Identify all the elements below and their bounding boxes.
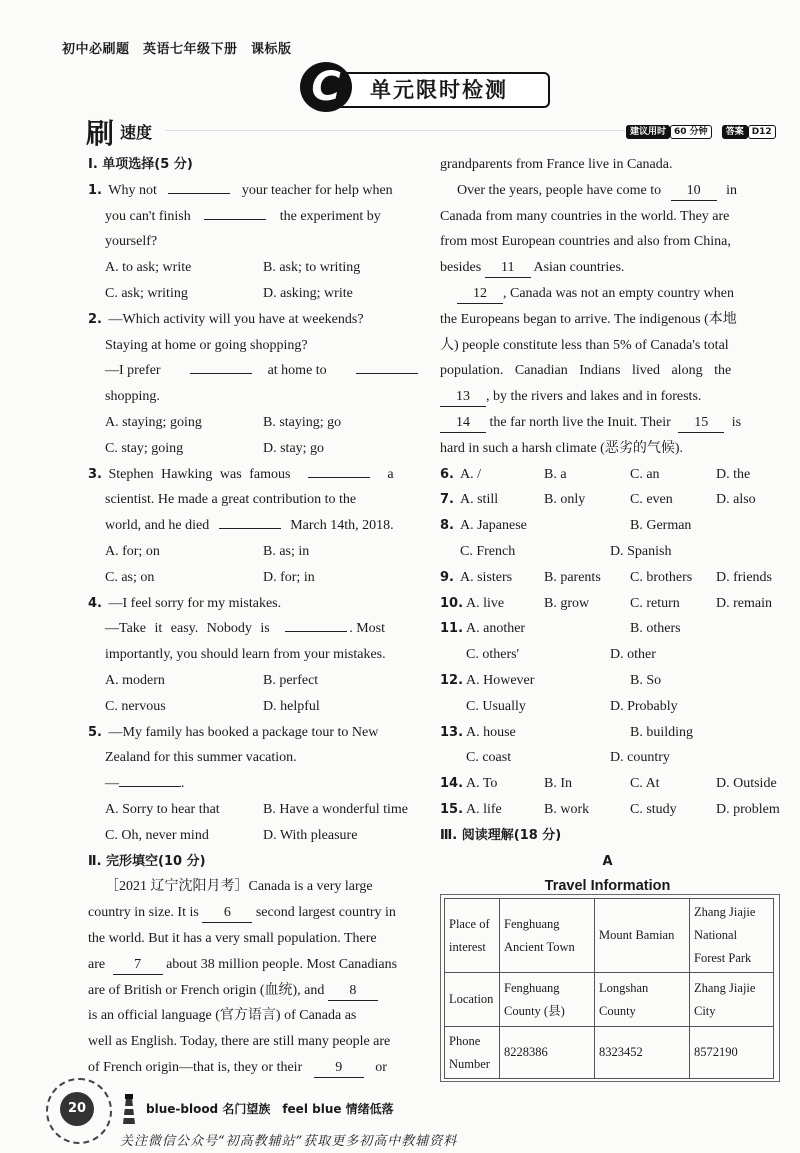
option[interactable]: B. others <box>630 621 681 637</box>
option[interactable]: C. stay; going <box>105 440 184 456</box>
option[interactable]: C. Usually <box>466 698 526 714</box>
option[interactable]: B. a <box>544 466 567 482</box>
choice-row <box>440 771 775 797</box>
answer-label: 答案 <box>722 125 748 139</box>
passage-line: Canada from many countries in the world. They are <box>440 208 730 224</box>
travel-info-table <box>444 898 774 1079</box>
question-2 <box>88 307 422 333</box>
passage-line: grandparents from France live in Canada. <box>440 157 673 172</box>
divider <box>165 130 625 131</box>
passage-line: are 7 about 38 million people. Most Canadians <box>88 952 422 978</box>
table-cell: Phone Number <box>445 1027 500 1079</box>
table-cell: Longshan County <box>595 973 690 1027</box>
choice-row <box>440 642 775 668</box>
answer-blank[interactable] <box>119 772 181 787</box>
option[interactable]: A. for; on <box>105 543 160 559</box>
passage-line: 13 , by the rivers and lakes and in forests. <box>440 384 775 410</box>
book-title: 初中必刷题 英语七年级下册 课标版 <box>62 42 292 57</box>
answer-page: D12 <box>748 125 776 139</box>
page-number: 20 <box>60 1092 94 1126</box>
option[interactable]: A. live <box>466 595 505 611</box>
lighthouse-icon <box>118 1092 140 1126</box>
section-heading: Ⅲ. 阅读理解(18 分) <box>440 827 562 843</box>
left-column <box>88 152 422 1081</box>
question-text: your teacher for help when <box>241 182 393 198</box>
table-row <box>445 1027 774 1079</box>
cloze-blank[interactable]: 9 <box>314 1059 364 1078</box>
option[interactable]: A. house <box>466 724 516 740</box>
question-4 <box>88 591 422 617</box>
question-text: —I prefer at home to <box>88 358 422 384</box>
passage-line: hard in such a harsh climate (恶劣的气候). <box>440 440 683 456</box>
question-number: 1. <box>88 182 102 198</box>
option[interactable]: A. To <box>466 776 498 792</box>
option[interactable]: A. However <box>466 672 535 688</box>
options <box>88 797 422 823</box>
options <box>88 565 422 591</box>
cloze-blank[interactable]: 13 <box>440 388 486 407</box>
passage-line: 人) people constitute less than 5% of Canada's total <box>440 337 729 353</box>
question-number: 10. <box>440 595 464 611</box>
options <box>88 823 422 849</box>
table-cell: Zhang Jiajie National Forest Park <box>690 899 774 973</box>
question-number: 15. <box>440 801 464 817</box>
question-number: 12. <box>440 672 464 688</box>
question-number: 3. <box>88 466 102 482</box>
table-cell: Place of interest <box>445 899 500 973</box>
option[interactable]: B. building <box>630 724 694 740</box>
option[interactable]: C. At <box>630 776 660 792</box>
cloze-blank[interactable]: 12 <box>457 285 503 304</box>
passage-line: country in size. It is 6 second largest country in <box>88 900 422 926</box>
passage-line: besides 11 Asian countries. <box>440 255 775 281</box>
question-text: yourself? <box>105 234 158 250</box>
question-number: 5. <box>88 724 102 740</box>
option[interactable]: A. Sorry to hear that <box>105 801 220 817</box>
cloze-blank[interactable]: 14 <box>440 414 486 433</box>
question-number: 6. <box>440 466 454 482</box>
option[interactable]: B. staying; go <box>263 414 342 430</box>
passage-line: from most European countries and also from China, <box>440 234 731 250</box>
cloze-blank[interactable]: 11 <box>485 259 531 278</box>
option[interactable]: A. modern <box>105 672 165 688</box>
option[interactable]: D. country <box>610 750 670 766</box>
options <box>88 694 422 720</box>
answer-blank[interactable] <box>285 617 347 632</box>
question-3 <box>88 462 422 488</box>
table-row <box>445 973 774 1027</box>
passage-line: of French origin—that is, they or their 9 or <box>88 1055 422 1081</box>
option[interactable]: B. only <box>544 492 586 508</box>
question-text: scientist. He made a great contribution to the <box>105 492 357 508</box>
question-text: —My family has booked a package tour to New <box>108 724 379 740</box>
options <box>88 281 422 307</box>
passage-title: Travel Information <box>544 878 671 895</box>
question-text: a <box>387 466 394 482</box>
right-column <box>440 152 780 900</box>
table-cell: 8228386 <box>500 1027 595 1079</box>
option[interactable]: B. In <box>544 776 572 792</box>
passage-line: population. Canadian Indians lived along the <box>440 363 732 379</box>
footer-vocabulary: blue-blood 名门望族 feel blue 情绪低落 <box>146 1102 394 1116</box>
table-row <box>445 899 774 973</box>
option[interactable]: C. coast <box>466 750 512 766</box>
option[interactable]: A. still <box>460 492 499 508</box>
option[interactable]: D. other <box>610 647 656 663</box>
option[interactable]: D. helpful <box>263 698 320 714</box>
choice-row <box>440 565 775 591</box>
option[interactable]: C. an <box>630 466 660 482</box>
question-text: Why not <box>108 182 157 198</box>
cloze-blank[interactable]: 8 <box>328 982 378 1001</box>
option[interactable]: A. / <box>460 466 481 482</box>
footer-note: 关注微信公众号“初高教辅站”获取更多初高中教辅资料 <box>120 1134 458 1149</box>
question-text: Stephen Hawking was famous <box>108 466 291 482</box>
option[interactable]: B. grow <box>544 595 590 611</box>
cloze-blank[interactable]: 7 <box>113 956 163 975</box>
answer-blank[interactable] <box>308 463 370 478</box>
choice-row <box>440 720 775 746</box>
suggest-time-badge <box>626 121 776 139</box>
option[interactable]: A. another <box>466 621 526 637</box>
option[interactable]: A. life <box>466 801 502 817</box>
passage-line: 14 the far north live the Inuit. Their 15 is <box>440 410 775 436</box>
title-badge-letter: C <box>300 62 352 112</box>
choice-row <box>440 591 775 617</box>
option[interactable]: C. as; on <box>105 569 155 585</box>
option[interactable]: A. staying; going <box>105 414 202 430</box>
option[interactable]: B. parents <box>544 569 601 585</box>
question-text: world, and he died March 14th, 2018. <box>88 513 422 539</box>
answer-blank[interactable] <box>219 514 281 529</box>
table-cell: 8323452 <box>595 1027 690 1079</box>
question-number: 11. <box>440 621 464 637</box>
question-text: Staying at home or going shopping? <box>105 337 308 353</box>
passage-line: ［2021 辽宁沈阳月考］Canada is a very large <box>105 879 373 895</box>
choice-row <box>440 513 775 539</box>
choice-row <box>440 694 775 720</box>
option[interactable]: C. others' <box>466 647 520 663</box>
table-cell: 8572190 <box>690 1027 774 1079</box>
question-text: shopping. <box>105 389 160 405</box>
answer-blank[interactable] <box>168 179 230 194</box>
passage-line: are of British or French origin (血统), and 8 <box>88 978 422 1004</box>
option[interactable]: C. study <box>630 801 677 817</box>
option[interactable]: B. ask; to writing <box>263 260 361 276</box>
table-cell: Zhang Jiajie City <box>690 973 774 1027</box>
option[interactable]: D. stay; go <box>263 440 325 456</box>
choice-row <box>440 668 775 694</box>
option[interactable]: D. for; in <box>263 569 315 585</box>
passage-line: 12 , Canada was not an empty country when <box>440 281 775 307</box>
option[interactable]: A. sisters <box>460 569 513 585</box>
table-cell: Fenghuang County (县) <box>500 973 595 1027</box>
question-text: you can't finish the experiment by <box>88 204 422 230</box>
passage-line: Over the years, people have come to 10 in <box>440 178 775 204</box>
question-number: 2. <box>88 311 102 327</box>
question-text: — . <box>88 771 422 797</box>
option[interactable]: D. With pleasure <box>263 827 358 843</box>
option[interactable]: B. perfect <box>263 672 319 688</box>
question-number: 14. <box>440 776 464 792</box>
option[interactable]: D. also <box>716 492 756 508</box>
option[interactable]: D. friends <box>716 569 772 585</box>
answer-blank[interactable] <box>356 359 418 374</box>
passage-line: is an official language (官方语言) of Canada as <box>88 1008 357 1024</box>
table-cell: Mount Bamian <box>595 899 690 973</box>
option[interactable]: D. Probably <box>610 698 678 714</box>
answer-blank[interactable] <box>204 205 266 220</box>
passage-line: the Europeans began to arrive. The indigenous (本地 <box>440 311 737 327</box>
answer-blank[interactable] <box>190 359 252 374</box>
option[interactable]: C. even <box>630 492 673 508</box>
option[interactable]: A. to ask; write <box>105 260 192 276</box>
section-heading: Ⅰ. 单项选择(5 分) <box>88 157 193 172</box>
option[interactable]: B. So <box>630 672 662 688</box>
cloze-blank[interactable]: 15 <box>678 414 724 433</box>
option[interactable]: B. as; in <box>263 543 310 559</box>
options <box>88 668 422 694</box>
option[interactable]: B. work <box>544 801 590 817</box>
question-number: 13. <box>440 724 464 740</box>
option[interactable]: C. ask; writing <box>105 285 188 301</box>
option[interactable]: C. brothers <box>630 569 693 585</box>
option[interactable]: C. return <box>630 595 680 611</box>
option[interactable]: D. the <box>716 466 751 482</box>
question-text: Zealand for this summer vacation. <box>105 750 297 766</box>
suggest-time-label: 建议用时 <box>626 125 670 139</box>
question-text: —Which activity will you have at weekends? <box>108 311 364 327</box>
choice-row <box>440 487 775 513</box>
table-cell: Fenghuang Ancient Town <box>500 899 595 973</box>
page-title: 单元限时检测 <box>370 78 508 102</box>
option[interactable]: C. Oh, never mind <box>105 827 209 843</box>
suggest-time-value: 60 分钟 <box>670 125 712 139</box>
question-1 <box>88 178 422 204</box>
options <box>88 539 422 565</box>
question-number: 4. <box>88 595 102 611</box>
option[interactable]: B. German <box>630 518 692 534</box>
cloze-blank[interactable]: 10 <box>671 182 717 201</box>
question-text: —I feel sorry for my mistakes. <box>108 595 282 611</box>
passage-line: the world. But it has a very small population. There <box>88 930 377 946</box>
question-number: 7. <box>440 492 454 508</box>
option[interactable]: A. Japanese <box>460 518 527 534</box>
passage-letter: A <box>602 853 613 869</box>
option[interactable]: D. remain <box>716 595 772 611</box>
choice-row <box>440 797 780 823</box>
option[interactable]: D. Outside <box>716 776 777 792</box>
speed-icon-char: 刷 <box>86 117 115 150</box>
options <box>88 255 422 281</box>
passage-line: well as English. Today, there are still many people are <box>88 1034 391 1050</box>
option[interactable]: D. problem <box>716 801 780 817</box>
choice-row <box>440 616 775 642</box>
choice-row <box>440 539 775 565</box>
option[interactable]: C. nervous <box>105 698 166 714</box>
choice-row <box>440 462 775 488</box>
option[interactable]: D. asking; write <box>263 285 353 301</box>
option[interactable]: C. French <box>460 543 516 559</box>
speed-label: 速度 <box>120 123 153 142</box>
option[interactable]: D. Spanish <box>610 543 672 559</box>
choice-row <box>440 745 775 771</box>
question-text: importantly, you should learn from your mistakes. <box>105 647 386 663</box>
cloze-blank[interactable]: 6 <box>202 904 252 923</box>
table-cell: Location <box>445 973 500 1027</box>
question-number: 9. <box>440 569 454 585</box>
question-number: 8. <box>440 518 454 534</box>
question-text: —Take it easy. Nobody is . Most <box>88 616 422 642</box>
options <box>88 436 422 462</box>
question-5 <box>88 720 422 746</box>
option[interactable]: B. Have a wonderful time <box>263 801 409 817</box>
section-heading: Ⅱ. 完形填空(10 分) <box>88 853 206 869</box>
options <box>88 410 422 436</box>
